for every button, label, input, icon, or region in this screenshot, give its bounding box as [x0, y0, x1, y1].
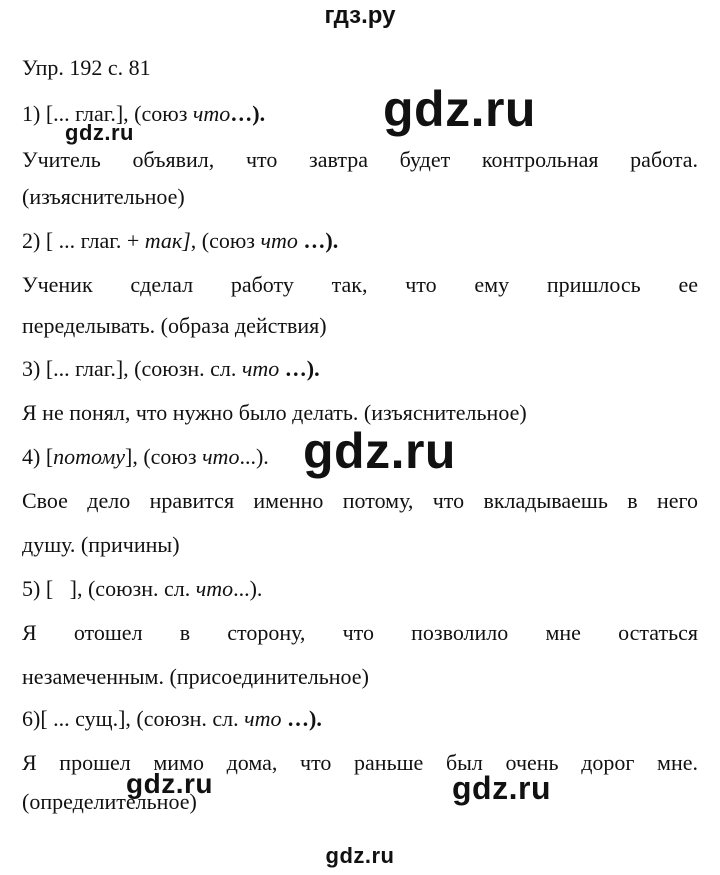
watermark-small-1: gdz.ru — [65, 120, 134, 145]
sentence-6-type: (определительное) — [22, 789, 197, 814]
watermark-small-3: gdz.ru — [452, 770, 551, 806]
sentence-5-line-2: незамеченным. (присоединительное) — [22, 664, 369, 689]
scheme-5: 5) [ ], (союзн. сл. что...). — [22, 576, 263, 601]
scheme-1: 1) [... глаг.], (союз что…). — [22, 101, 266, 126]
watermark-large-2: gdz.ru — [303, 423, 456, 479]
scheme-6: 6)[ ... сущ.], (союзн. сл. что …). — [22, 706, 322, 731]
sentence-1: Учитель объявил, что завтра будет контрольная работа. — [22, 147, 698, 172]
watermark-small-2: gdz.ru — [126, 768, 213, 799]
scheme-2: 2) [ ... глаг. + так], (союз что …). — [22, 228, 339, 253]
sentence-6: Я прошел мимо дома, что раньше был очень дорог мне. — [22, 750, 698, 775]
footer-watermark: gdz.ru — [325, 843, 395, 868]
scheme-4: 4) [потому], (союз что...). — [22, 444, 269, 469]
exercise-title: Упр. 192 с. 81 — [22, 55, 151, 80]
sentence-4-line-2: душу. (причины) — [22, 532, 180, 557]
watermark-large-1: gdz.ru — [383, 81, 536, 137]
scheme-3: 3) [... глаг.], (союзн. сл. что …). — [22, 356, 320, 381]
sentence-4-line-1: Свое дело нравится именно потому, что вкладываешь в него — [22, 488, 698, 513]
sentence-1-type: (изъяснительное) — [22, 184, 185, 209]
sentence-3: Я не понял, что нужно было делать. (изъяснительное) — [22, 400, 527, 425]
sentence-2-line-1: Ученик сделал работу так, что ему пришлось ее — [22, 272, 698, 297]
sentence-2-line-2: переделывать. (образа действия) — [22, 313, 327, 338]
sentence-5-line-1: Я отошел в сторону, что позволило мне остаться — [22, 620, 698, 645]
site-header: гдз.ру — [324, 2, 396, 29]
